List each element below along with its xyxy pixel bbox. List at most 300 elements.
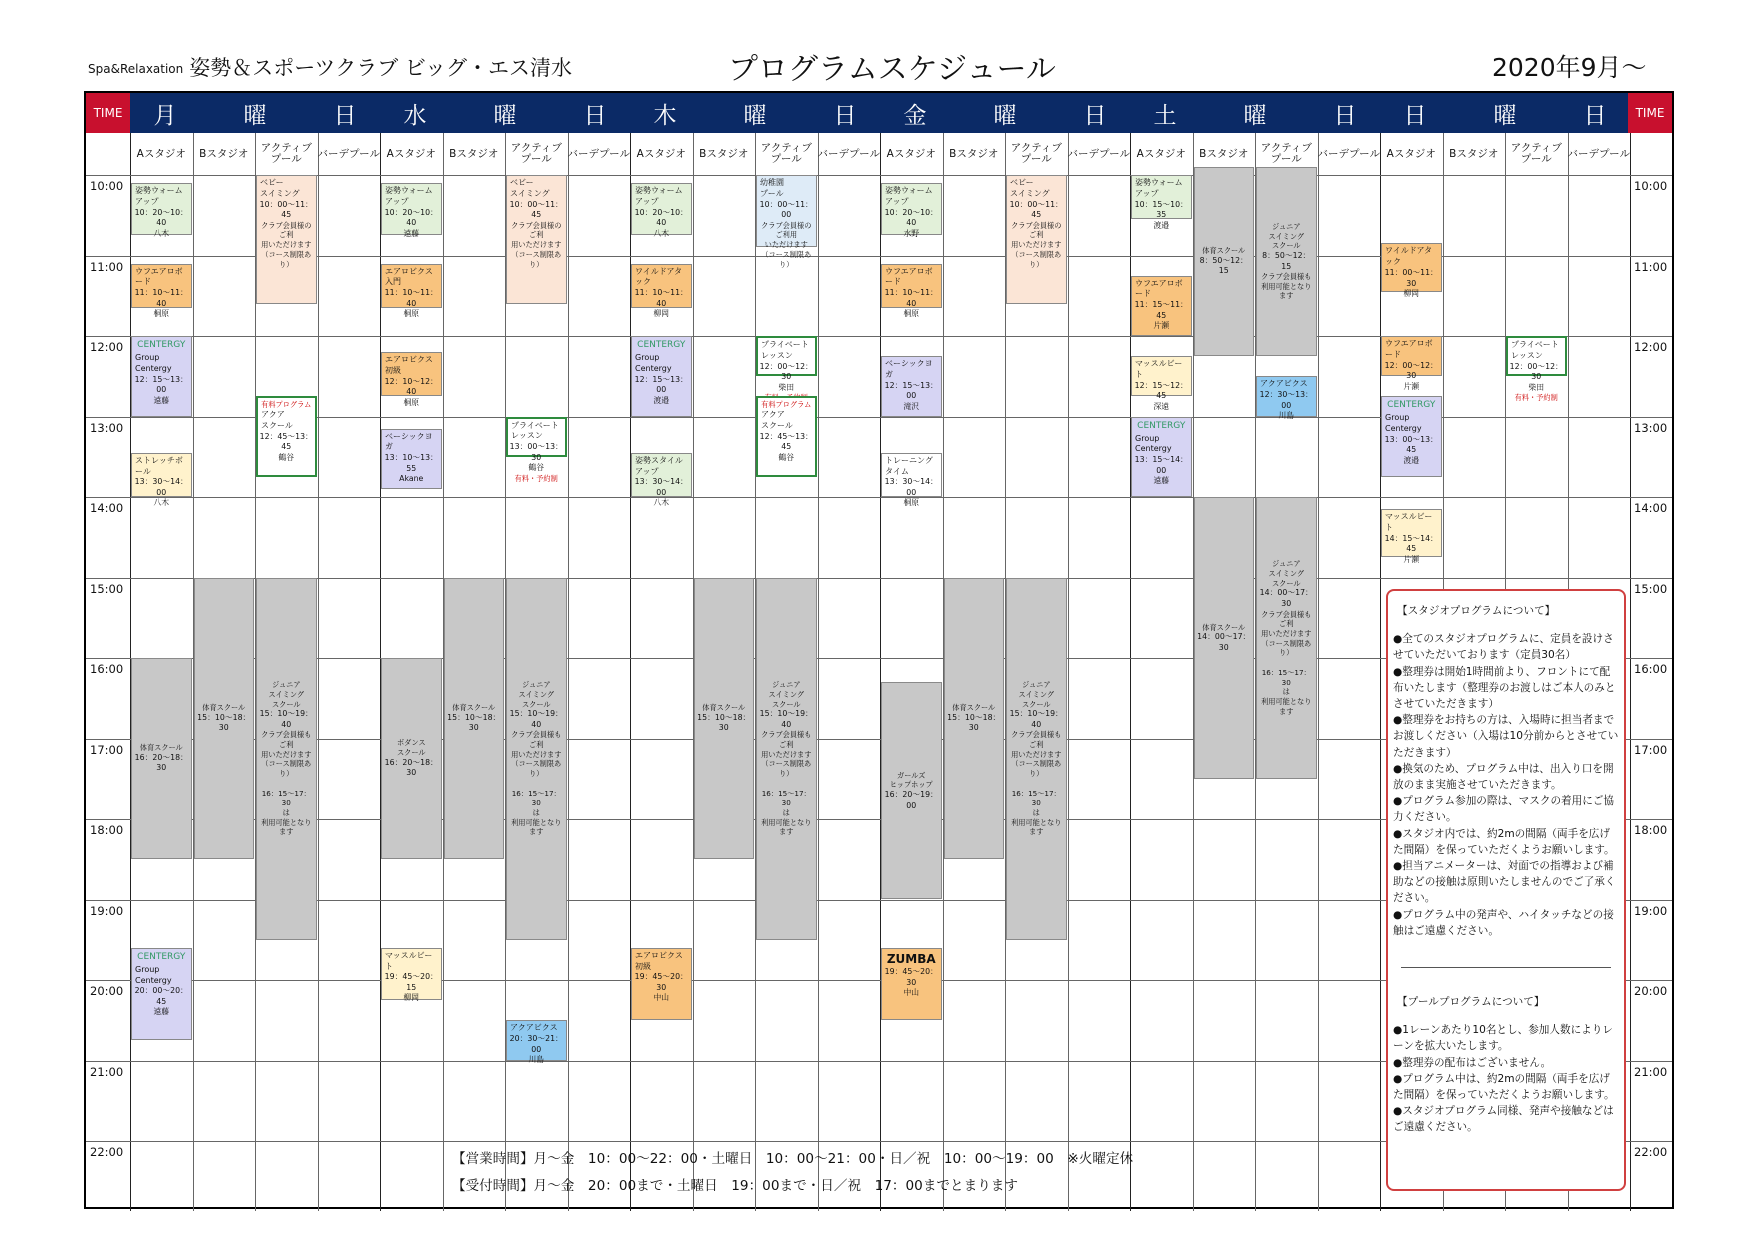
class-instructor: 鶴谷 (778, 452, 795, 462)
class-time: 13：30～14：00 (634, 477, 688, 497)
class-instructor: 八木 (153, 228, 170, 238)
class-block[interactable] (1381, 243, 1442, 299)
class-block[interactable] (381, 352, 442, 407)
class-title: ベビー スイミング (510, 178, 550, 198)
class-title: エアロビクス初級 (635, 950, 683, 971)
time-label: 18:00 (1634, 823, 1668, 837)
class-title: トレーニングタイム (885, 455, 933, 476)
class-title: ストレッチボール (135, 455, 183, 476)
column-header: Bスタジオ (199, 147, 249, 160)
class-block[interactable] (944, 578, 1005, 860)
class-time: 15：10～19：40 (1009, 709, 1063, 729)
time-label: 21:00 (90, 1064, 124, 1079)
studio-notes-heading: 【スタジオプログラムについて】 (1397, 605, 1556, 617)
class-time: 19：45～20：30 (884, 966, 938, 987)
day-header: 水 曜 日 (403, 102, 629, 129)
class-time: 13：30～14：00 (884, 477, 938, 497)
class-block[interactable] (256, 396, 317, 477)
class-title: ジュニア スイミング スクール (1268, 559, 1305, 588)
class-title: ボダンス スクール (396, 738, 426, 758)
class-title: アクア スクール (261, 410, 293, 430)
class-instructor: 八木 (153, 498, 170, 508)
day-header: 木 曜 日 (653, 102, 879, 129)
class-block[interactable] (444, 578, 505, 860)
class-title: ジュニア スイミング スクール (1268, 221, 1305, 251)
grid-vline (1630, 133, 1631, 1211)
class-title: ベーシックヨガ (385, 431, 433, 452)
column-header: Bスタジオ (699, 147, 749, 160)
grid-vline (1380, 133, 1381, 1211)
time-label: 16:00 (90, 662, 124, 676)
class-time: 11：10～11：40 (884, 288, 938, 308)
class-instructor: 川島 (1278, 411, 1295, 421)
pool-notes-list (1393, 1022, 1620, 1135)
grid-vline (1068, 133, 1069, 1211)
class-block[interactable] (256, 578, 317, 940)
class-title: Group Centergy (135, 353, 172, 373)
class-block[interactable] (631, 183, 692, 238)
class-block[interactable] (881, 682, 942, 899)
class-instructor: 片瀬 (1153, 321, 1170, 331)
class-time: 12：00～12：30 (1509, 361, 1563, 382)
column-header: バーデプール (1317, 147, 1380, 160)
class-title: アクアビクス (510, 1023, 558, 1033)
day-header: 金 曜 日 (903, 102, 1129, 129)
class-time: 16：20～19：00 (884, 790, 938, 810)
class-note: クラブ会員様もご利 用いただけます （コース制限あり） 16：15～17：30 は 利用可能となります (761, 730, 812, 837)
class-time: 12：15～13：00 (134, 374, 188, 395)
class-title: 体育スクール (952, 703, 996, 712)
class-note: クラブ会員様もご利 用いただけます （コース制限あり） 16：15～17：30 は 利用可能となります (1261, 609, 1312, 716)
class-title: ウフエアロボード (885, 266, 933, 287)
column-header: アクティブ プール (760, 142, 812, 165)
column-header: Bスタジオ (1199, 147, 1249, 160)
column-header: Aスタジオ (1136, 147, 1186, 160)
class-time: 8：50～12：15 (1262, 251, 1311, 271)
class-instructor: 柳岡 (653, 309, 670, 319)
class-instructor: 柳岡 (403, 993, 420, 1003)
class-instructor: 桐原 (403, 309, 420, 319)
note-item: ●整理券をお持ちの方は、入場時に担当者までお渡しください（入場は10分前からとさせていただきます） (1393, 714, 1619, 759)
class-block[interactable] (131, 948, 192, 1041)
class-title: Group Centergy (635, 353, 672, 373)
class-time: 13：10～13：55 (384, 453, 438, 473)
class-instructor: 渡邉 (653, 395, 670, 405)
class-instructor: 八木 (653, 228, 670, 238)
class-title: Group Centergy (1385, 413, 1422, 434)
note-item: ●整理券は開始1時間前より、フロントにて配布いたします（整理券のお渡しはご本人のみとさせていただきます） (1393, 665, 1616, 711)
class-block[interactable] (881, 948, 942, 1020)
class-time: 14：00～17：30 (1197, 632, 1251, 652)
class-instructor: 渡邉 (1153, 220, 1170, 230)
note-item: ●担当アニメーターは、対面での指導および補助などの接触は原則いたしませんのでご了承ください。 (1393, 860, 1616, 905)
class-instructor: 桐原 (903, 309, 920, 319)
class-title: ジュニア スイミング スクール (768, 680, 805, 709)
class-block[interactable] (1131, 175, 1192, 230)
column-header: バーデプール (317, 147, 380, 160)
class-instructor: 鶴谷 (278, 452, 295, 462)
class-block[interactable] (1256, 376, 1317, 421)
class-time: 8：50～12：15 (1199, 255, 1248, 276)
column-header: Bスタジオ (449, 147, 499, 160)
class-title: ジュニア スイミング スクール (518, 680, 555, 709)
class-instructor: 柴田 (1528, 382, 1545, 392)
class-block[interactable] (1006, 578, 1067, 940)
class-title: 姿勢スタイルアップ (635, 455, 683, 476)
class-time: 15：10～19：40 (509, 709, 563, 729)
class-block[interactable] (1006, 175, 1067, 304)
class-title: 姿勢ウォームアップ (635, 186, 683, 206)
class-title: 姿勢ウォームアップ (135, 186, 183, 206)
class-block[interactable] (131, 183, 192, 238)
time-label: 17:00 (1634, 742, 1668, 757)
class-block[interactable] (631, 948, 692, 1020)
note-item: ●プログラム参加の際は、マスクの着用にご協力ください。 (1393, 795, 1615, 824)
class-block[interactable] (381, 429, 442, 489)
column-header: アクティブ プール (1260, 142, 1312, 165)
reception-hours-line: 【受付時間】月～金 20：00まで・土曜日 19：00まで・日／祝 17：00までとまります (452, 1178, 1018, 1194)
reservation-note: 有料・予約制 (1514, 393, 1558, 403)
grid-vline (318, 133, 319, 1211)
class-block[interactable] (194, 578, 255, 860)
studio-notes-list (1393, 631, 1620, 939)
class-title: マッスルビート (1135, 359, 1183, 379)
note-item: ●スタジオ内では、約2mの間隔（両手を広げた間隔）を保っていただくようお願いします。 (1393, 827, 1615, 856)
class-time: 11：10～11：40 (384, 288, 438, 308)
class-time: 10：20～10：40 (884, 207, 938, 228)
class-title: ジュニア スイミング スクール (268, 680, 305, 709)
zumba-logo-icon: ZUMBA (886, 951, 936, 966)
business-hours (452, 1146, 1133, 1200)
class-title: マッスルビート (1385, 512, 1433, 532)
column-header: アクティブ プール (260, 142, 312, 165)
class-title: ガールズ ヒップホップ (889, 770, 933, 790)
class-block[interactable] (1131, 276, 1192, 336)
note-item: ●換気のため、プログラム中は、出入り口を開放のまま実施させていただきます。 (1393, 762, 1614, 792)
class-block[interactable] (131, 658, 192, 859)
column-header: アクティブ プール (510, 142, 562, 165)
class-instructor: 八木 (653, 498, 670, 508)
class-time: 13：30～14：00 (134, 477, 188, 497)
class-note: クラブ会員様のご利用 いただけます （コース制限あり） (761, 220, 812, 269)
time-label: 14:00 (90, 501, 124, 515)
class-instructor: 深遠 (1153, 401, 1170, 411)
class-time: 10：00～11：00 (759, 199, 813, 220)
class-time: 15：10～18：30 (947, 712, 1001, 733)
column-header: バーデプール (1567, 147, 1630, 160)
class-block[interactable] (756, 175, 817, 269)
class-title: ウフエアロボード (135, 266, 183, 287)
class-block[interactable] (131, 336, 192, 417)
class-block[interactable] (1381, 336, 1442, 391)
class-instructor: 柳岡 (1403, 289, 1420, 299)
class-time: 16：20～18：30 (134, 752, 188, 773)
column-header: アクティブ プール (1510, 142, 1562, 165)
class-time: 10：00～11：45 (1009, 199, 1063, 220)
class-time: 10：00～11：45 (509, 199, 563, 220)
tagline: Spa&Relaxation (88, 62, 184, 76)
hour-line (86, 497, 1672, 498)
class-instructor: 川島 (528, 1055, 545, 1065)
class-block[interactable] (506, 417, 567, 483)
class-time: 12：45～13：45 (259, 431, 313, 452)
time-label: 14:00 (1634, 501, 1668, 515)
time-header-left: TIME (86, 93, 130, 133)
reservation-note: 有料・予約制 (514, 473, 558, 483)
time-header-right: TIME (1628, 93, 1672, 133)
time-label: 12:00 (1634, 340, 1668, 354)
class-time: 10：20～10：40 (634, 207, 688, 228)
class-title: 姿勢ウォームアップ (385, 186, 433, 206)
class-title: ワイルドアタック (1385, 246, 1432, 267)
column-header: Aスタジオ (636, 147, 686, 160)
class-block[interactable] (881, 453, 942, 508)
time-label: 22:00 (90, 1145, 124, 1159)
column-header: Bスタジオ (949, 147, 999, 160)
header-divider (86, 175, 1672, 176)
class-block[interactable] (506, 1020, 567, 1065)
program-kind: 有料プログラム (261, 400, 312, 410)
class-block[interactable] (1256, 167, 1317, 356)
class-title: 姿勢ウォームアップ (885, 186, 933, 206)
class-block[interactable] (756, 578, 817, 940)
class-title: 体育スクール (139, 743, 183, 753)
class-title: ワイルドアタック (635, 266, 682, 287)
class-time: 13：00～13：45 (1384, 434, 1438, 455)
class-note: クラブ会員様もご利 用いただけます （コース制限あり） 16：15～17：30 は 利用可能となります (1011, 730, 1062, 837)
class-block[interactable] (1381, 396, 1442, 477)
class-instructor: 渡邉 (1403, 456, 1420, 465)
class-block[interactable] (881, 356, 942, 416)
class-time: 10：20～10：40 (134, 207, 188, 228)
class-time: 11：15～11：45 (1134, 300, 1188, 320)
class-block[interactable] (1131, 417, 1192, 498)
centergy-logo-icon: CENTERGY (637, 340, 686, 350)
class-note: クラブ会員様のご利 用いただけます （コース制限あり） (261, 220, 312, 269)
class-block[interactable] (381, 948, 442, 1003)
class-block[interactable] (756, 336, 817, 392)
class-block[interactable] (631, 453, 692, 508)
class-instructor: 中山 (903, 988, 920, 998)
class-title: プライベートレッスン (511, 420, 559, 441)
class-block[interactable] (506, 578, 567, 940)
class-instructor: 片瀬 (1403, 554, 1420, 564)
pool-notes-heading: 【プールプログラムについて】 (1397, 996, 1545, 1009)
class-time: 10：15～10：35 (1134, 199, 1188, 220)
column-header: Aスタジオ (1386, 147, 1436, 160)
divider (1401, 967, 1611, 968)
time-label: 13:00 (1634, 420, 1668, 435)
time-label: 18:00 (90, 823, 124, 837)
class-time: 14：00～17：30 (1259, 588, 1313, 608)
class-instructor: 遠藤 (153, 1007, 170, 1017)
class-note: クラブ会員様のご利 用いただけます （コース制限あり） (1011, 220, 1062, 269)
grid-vline (1318, 133, 1319, 1211)
column-header: バーデプール (817, 147, 880, 160)
class-title: ウフエアロボード (1385, 339, 1433, 359)
time-label: 15:00 (1634, 581, 1668, 596)
time-label: 10:00 (1634, 179, 1668, 193)
note-item: ●整理券の配布はございません。 (1393, 1056, 1552, 1069)
class-time: 15：10～19：40 (259, 709, 313, 729)
class-title: 体育スクール (1202, 246, 1246, 256)
class-time: 20：00～20：45 (134, 986, 188, 1006)
column-header: アクティブ プール (1010, 142, 1062, 165)
time-label: 13:00 (90, 420, 124, 435)
time-label: 10:00 (90, 179, 124, 193)
class-time: 12：15～13：00 (634, 374, 688, 395)
note-item: ●1レーンあたり10名とし、参加人数によりレーンを拡大いたします。 (1393, 1024, 1613, 1053)
business-hours-line: 【営業時間】月～金 10：00～22：00・土曜日 10：00～21：00・日／祝 10：00～19：00 ※火曜定休 (452, 1151, 1134, 1167)
time-label: 20:00 (1634, 984, 1668, 998)
class-title: ジュニア スイミング スクール (1018, 680, 1055, 709)
class-block[interactable] (1256, 497, 1317, 779)
class-title: ベビー スイミング (260, 178, 300, 198)
class-instructor: 遠藤 (153, 395, 170, 405)
club-name: 姿勢＆スポーツクラブ ビッグ・エス清水 (189, 56, 573, 80)
class-time: 11：00～11：30 (1384, 268, 1438, 288)
class-block[interactable] (381, 264, 442, 319)
class-block[interactable] (131, 264, 192, 319)
class-note: クラブ会員様もご利 用いただけます （コース制限あり） 16：15～17：30 は 利用可能となります (511, 730, 562, 837)
notes-box (1386, 589, 1626, 1191)
class-block[interactable] (1131, 356, 1192, 411)
class-title: 体育スクール (1202, 622, 1246, 632)
class-title: エアロビクス入門 (385, 266, 433, 287)
class-title: ベーシックヨガ (885, 359, 933, 379)
column-header: バーデプール (1067, 147, 1130, 160)
note-item: ●スタジオプログラム同様、発声や接触などはご遠慮ください。 (1393, 1105, 1614, 1134)
class-title: Group Centergy (1135, 433, 1172, 454)
club-header (88, 52, 572, 82)
centergy-logo-icon: CENTERGY (137, 340, 186, 350)
column-header: Aスタジオ (386, 147, 436, 160)
class-note: クラブ会員様のご利 用いただけます （コース制限あり） (511, 220, 562, 269)
class-title: 幼稚園 プール (760, 178, 784, 198)
centergy-logo-icon: CENTERGY (1387, 400, 1436, 411)
class-time: 12：15～13：00 (884, 380, 938, 401)
column-header: バーデプール (567, 147, 630, 160)
class-title: 体育スクール (702, 703, 746, 712)
class-instructor: 遠藤 (403, 228, 420, 238)
class-time: 19：45～20：30 (634, 972, 688, 992)
time-label: 20:00 (90, 984, 124, 998)
class-time: 11：10～11：40 (634, 288, 688, 308)
class-time: 12：00～12：30 (1384, 360, 1438, 381)
class-title: マッスルビート (385, 950, 433, 971)
class-block[interactable] (506, 175, 567, 304)
class-block[interactable] (256, 175, 317, 304)
class-instructor: 遠藤 (1153, 476, 1170, 486)
class-time: 14：15～14：45 (1384, 533, 1438, 554)
class-block[interactable] (881, 183, 942, 238)
class-title: エアロビクス初級 (385, 355, 433, 375)
time-label: 11:00 (1634, 259, 1668, 274)
time-label: 21:00 (1634, 1064, 1668, 1079)
class-block[interactable] (1506, 336, 1567, 403)
class-time: 12：10～12：40 (384, 376, 438, 397)
centergy-logo-icon: CENTERGY (137, 951, 186, 962)
column-header: Aスタジオ (886, 147, 936, 160)
class-time: 16：20～18：30 (384, 757, 438, 778)
column-header: Aスタジオ (136, 147, 186, 160)
day-header: 月 曜 日 (153, 102, 379, 129)
page-title: プログラムスケジュール (728, 52, 1056, 87)
class-block[interactable] (756, 396, 817, 477)
note-item: ●プログラム中の発声や、ハイタッチなどの接触はご遠慮ください。 (1393, 908, 1614, 937)
class-title: アクア スクール (761, 410, 793, 430)
class-instructor: 鶴谷 (528, 463, 545, 473)
schedule-date: 2020年9月～ (1492, 53, 1647, 82)
class-block[interactable] (381, 658, 442, 859)
class-time: 20：30～21：00 (509, 1034, 563, 1054)
class-block[interactable] (1194, 167, 1255, 356)
class-time: 12：45～13：45 (759, 431, 813, 452)
class-block[interactable] (694, 578, 755, 860)
class-time: 12：15～12：45 (1134, 380, 1188, 401)
program-kind: 有料プログラム (761, 400, 812, 410)
note-item: ●プログラム中は、約2mの間隔（両手を広げた間隔）を保っていただくようお願いします。 (1393, 1072, 1615, 1102)
class-title: 姿勢ウォームアップ (1135, 178, 1183, 198)
class-instructor: 桐原 (403, 397, 420, 407)
class-instructor: 水野 (903, 228, 920, 238)
class-time: 13：00～13：30 (509, 442, 563, 462)
class-note: クラブ会員様もご利 用いただけます （コース制限あり） 16：15～17：30 は 利用可能となります (261, 730, 312, 837)
column-header: Bスタジオ (1449, 147, 1499, 160)
class-time: 12：00～12：30 (759, 361, 813, 382)
time-label: 17:00 (90, 742, 124, 757)
class-time: 11：10～11：40 (134, 288, 188, 308)
class-time: 10：00～11：45 (259, 199, 313, 220)
class-time: 15：10～18：30 (197, 712, 251, 733)
class-block[interactable] (381, 183, 442, 238)
class-note: クラブ会員様も 利用可能となります (1261, 272, 1312, 301)
time-label: 19:00 (90, 903, 124, 918)
class-block[interactable] (631, 336, 692, 417)
time-label: 22:00 (1634, 1145, 1668, 1159)
class-time: 19：45～20：15 (384, 972, 438, 992)
class-time: 15：10～19：40 (759, 709, 813, 729)
class-instructor: 桐原 (153, 309, 170, 319)
class-block[interactable] (631, 264, 692, 319)
class-instructor: 中山 (653, 993, 670, 1003)
class-block[interactable] (131, 453, 192, 508)
class-title: 体育スクール (452, 703, 496, 712)
class-title: ベビー スイミング (1010, 178, 1050, 198)
class-block[interactable] (1381, 509, 1442, 564)
grid-vline (568, 133, 569, 1211)
class-instructor: 桐原 (903, 498, 920, 508)
class-instructor: Akane (399, 474, 424, 484)
class-title: Group Centergy (135, 964, 172, 985)
class-time: 15：10～18：30 (697, 712, 751, 733)
class-block[interactable] (881, 264, 942, 319)
day-header: 日 曜 日 (1403, 102, 1629, 129)
class-title: ウフエアロボード (1135, 278, 1183, 299)
note-item: ●全てのスタジオプログラムに、定員を設けさせていただいております（定員30名） (1393, 633, 1614, 662)
class-title: プライベートレッスン (1511, 340, 1559, 360)
class-title: アクアビクス (1260, 379, 1308, 389)
time-label: 15:00 (90, 581, 124, 596)
class-title: 体育スクール (202, 703, 246, 712)
class-instructor: 滝沢 (903, 401, 920, 411)
class-block[interactable] (1194, 497, 1255, 779)
class-time: 12：30～13：00 (1259, 390, 1313, 410)
time-label: 12:00 (90, 340, 124, 354)
time-label: 11:00 (90, 259, 124, 274)
class-instructor: 柴田 (778, 382, 795, 392)
day-header: 土 曜 日 (1153, 102, 1379, 129)
